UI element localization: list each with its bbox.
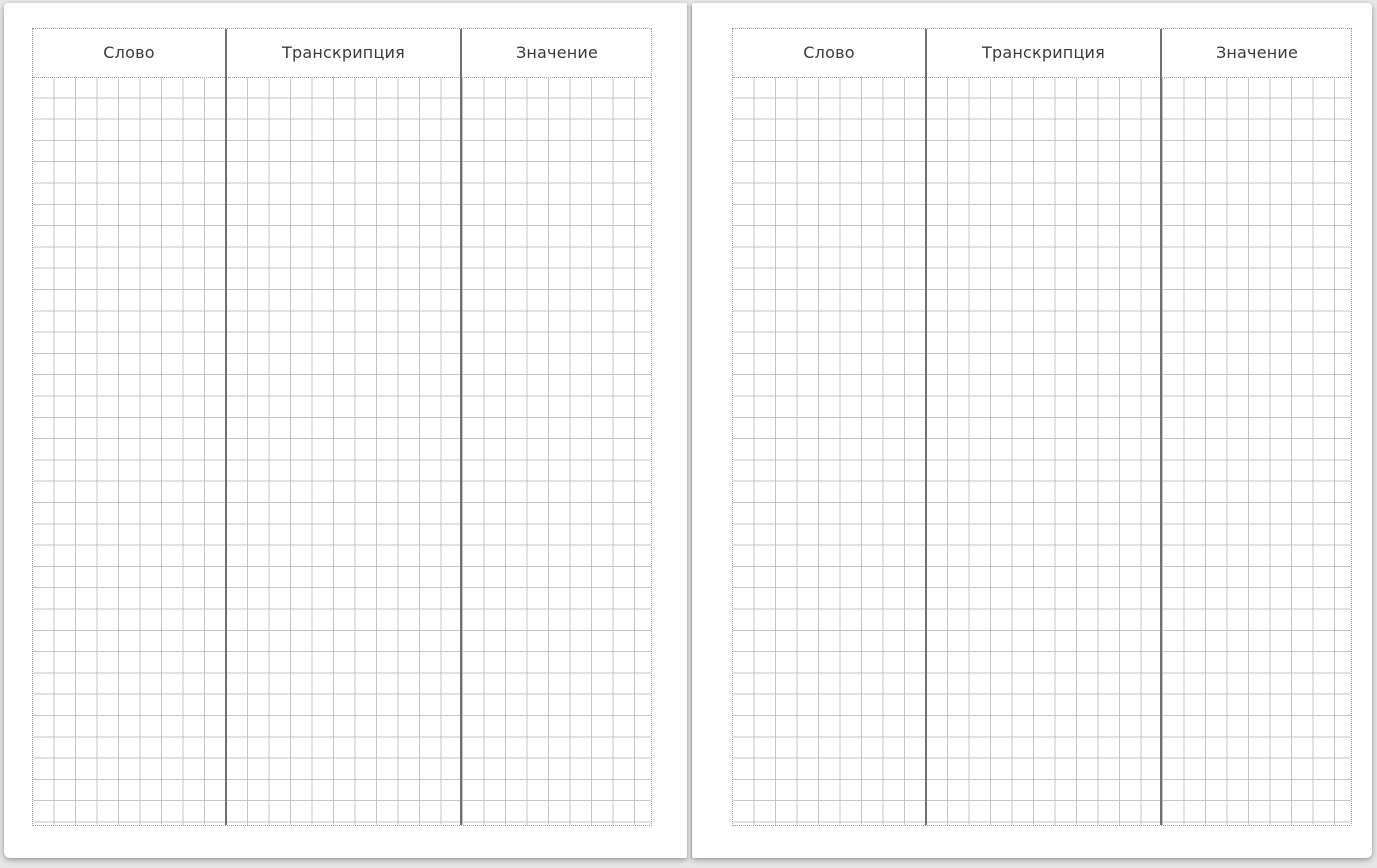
vocabulary-table [732, 28, 1352, 826]
vocabulary-table [32, 28, 652, 826]
column-header-word: Слово [803, 43, 855, 62]
grid-area [733, 77, 1351, 825]
column-header-transcription: Транскрипция [982, 43, 1105, 62]
column-divider [925, 29, 927, 825]
column-header-transcription: Транскрипция [282, 43, 405, 62]
right-page [692, 3, 1372, 858]
column-divider [1160, 29, 1162, 825]
column-header-meaning: Значение [515, 43, 599, 62]
column-divider [225, 29, 227, 825]
grid-area [33, 77, 651, 825]
column-divider [460, 29, 462, 825]
column-header-word: Слово [103, 43, 155, 62]
table-header [33, 29, 651, 78]
table-header [733, 29, 1351, 78]
column-header-meaning: Значение [1215, 43, 1299, 62]
left-page [4, 3, 687, 858]
